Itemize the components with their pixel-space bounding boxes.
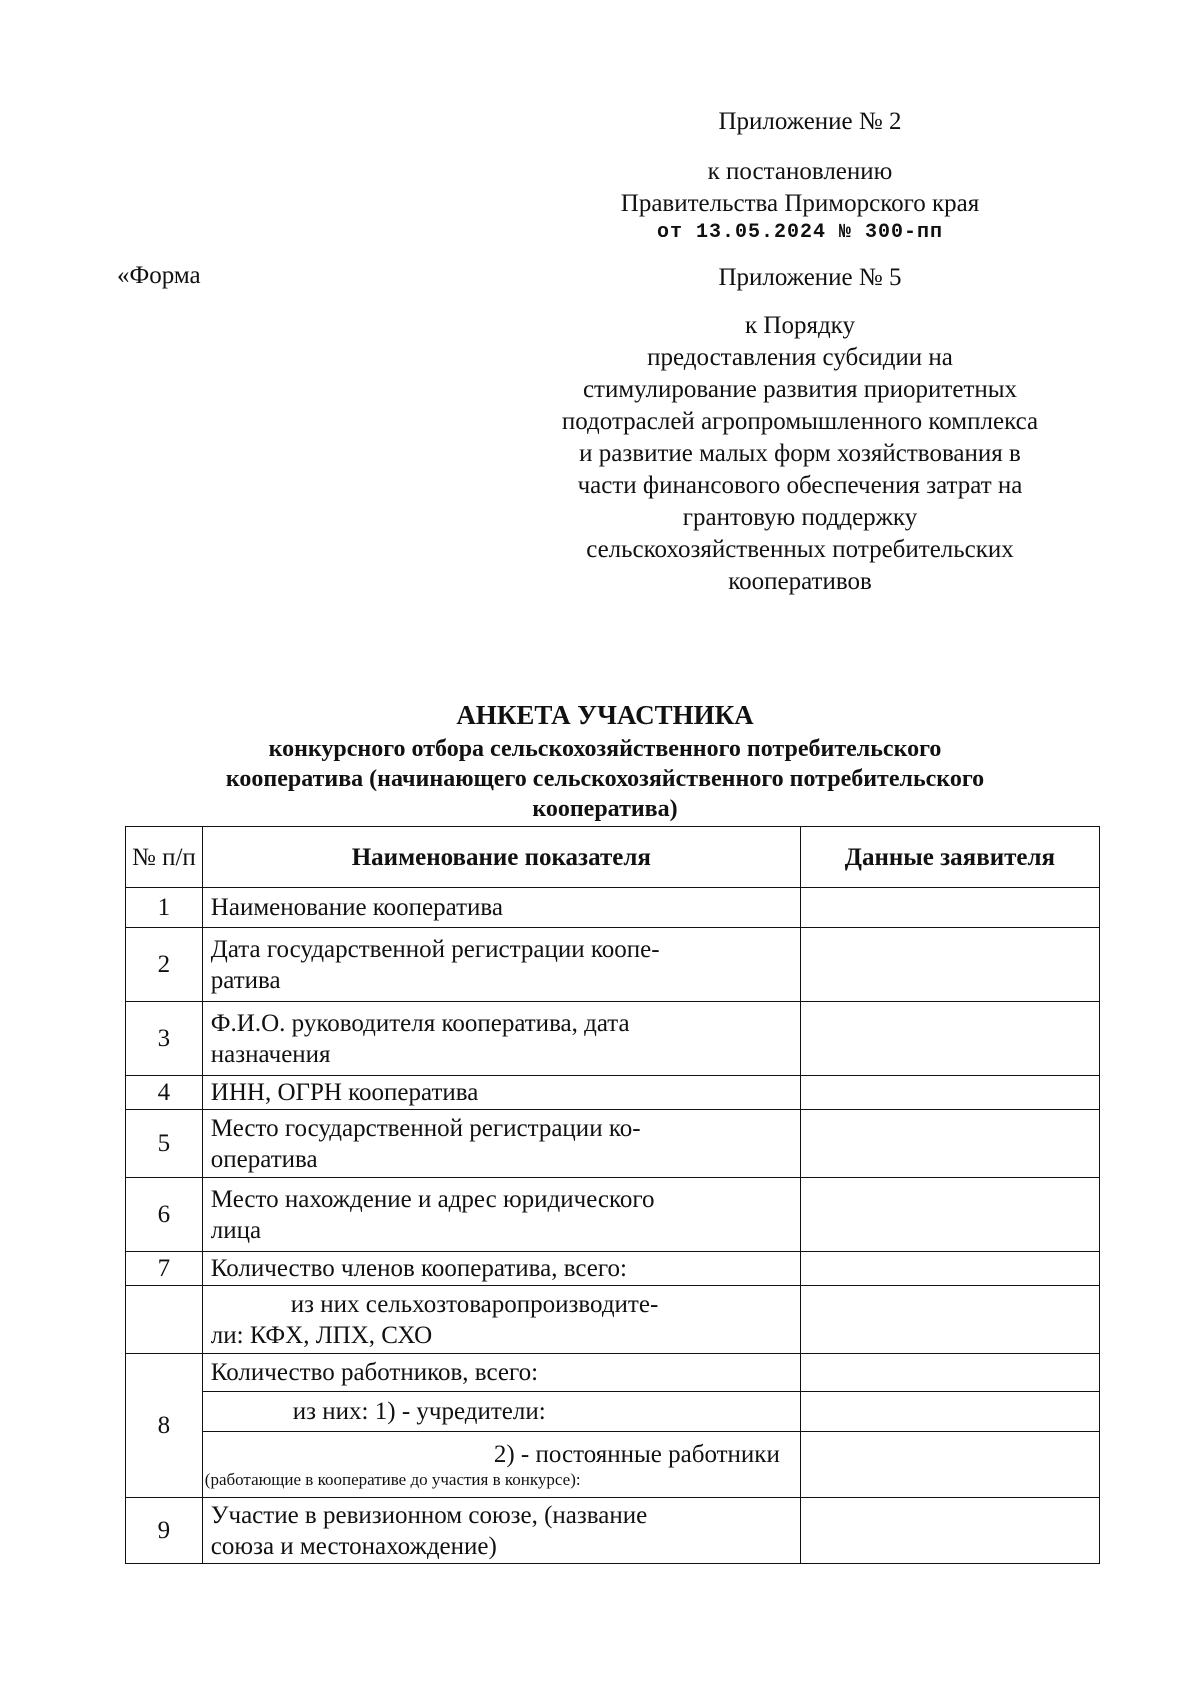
row-indicator <box>202 1354 800 1392</box>
indicator-line: ИНН, ОГРН кооператива <box>210 1079 479 1106</box>
row-indicator <box>202 1002 800 1076</box>
indicator-line: 2) - постоянные работники <box>493 1441 780 1468</box>
appendix-5-label: Приложение № 5 <box>718 264 902 291</box>
table-row <box>126 1002 1100 1076</box>
row-indicator <box>202 1286 800 1354</box>
applicant-data-cell[interactable] <box>800 1286 1099 1354</box>
indicator-line: из них сельхозтоваропроизводите- <box>290 1290 659 1318</box>
questionnaire-table <box>125 826 1100 1564</box>
applicant-data-cell[interactable] <box>800 1076 1099 1110</box>
indicator-line: назначения <box>210 1040 331 1068</box>
indicator-line: оператива <box>210 1145 318 1173</box>
subtitle-line: кооператива (начинающего сельскохозяйственного потребительского <box>225 766 985 792</box>
table-header-row <box>126 827 1100 888</box>
government-label: Правительства Приморского края <box>620 190 980 217</box>
table-row <box>126 1286 1100 1354</box>
indicator-line: лица <box>210 1216 262 1244</box>
order-line: грантовую поддержку <box>682 504 918 531</box>
order-line: подотраслей агропромышленного комплекса <box>561 408 1039 435</box>
row-indicator <box>202 1110 800 1178</box>
table-row <box>126 888 1100 928</box>
order-line: части финансового обеспечения затрат на <box>577 472 1023 499</box>
row-number: 8 <box>126 1354 203 1498</box>
column-header-number: № п/п <box>126 827 203 888</box>
indicator-line: Количество членов кооператива, всего: <box>210 1255 627 1282</box>
applicant-data-cell[interactable] <box>800 928 1099 1002</box>
header-block <box>520 106 1080 246</box>
order-line: сельскохозяйственных потребительских <box>586 536 1014 563</box>
table-row <box>126 1432 1100 1498</box>
applicant-data-cell[interactable] <box>800 1498 1099 1564</box>
row-number: 4 <box>126 1076 203 1110</box>
row-number: 2 <box>126 928 203 1002</box>
applicant-data-cell[interactable] <box>800 1178 1099 1252</box>
row-indicator <box>202 888 800 928</box>
appendix-5-block <box>520 262 1080 598</box>
order-line: к Порядку <box>745 312 855 339</box>
order-line: и развитие малых форм хозяйствования в <box>579 440 1021 467</box>
applicant-data-cell[interactable] <box>800 1354 1099 1392</box>
applicant-data-cell[interactable] <box>800 1392 1099 1432</box>
indicator-line: из них: 1) - учредители: <box>292 1398 546 1425</box>
indicator-line: Наименование кооператива <box>210 894 503 921</box>
table-row <box>126 1110 1100 1178</box>
indicator-line: Участие в ревизионном союзе, (название <box>210 1501 648 1529</box>
table-row <box>126 1392 1100 1432</box>
row-number: 1 <box>126 888 203 928</box>
table-row <box>126 1354 1100 1392</box>
order-line: кооперативов <box>728 568 872 595</box>
row-indicator <box>202 1252 800 1286</box>
row-number <box>126 1286 203 1354</box>
applicant-data-cell[interactable] <box>800 1252 1099 1286</box>
applicant-data-cell[interactable] <box>800 1110 1099 1178</box>
indicator-line: Место нахождение и адрес юридического <box>210 1185 655 1213</box>
row-number: 5 <box>126 1110 203 1178</box>
indicator-line: ратива <box>210 966 281 994</box>
row-indicator <box>202 1178 800 1252</box>
applicant-data-cell[interactable] <box>800 1002 1099 1076</box>
subtitle-line: кооператива) <box>532 796 678 822</box>
indicator-line: Дата государственной регистрации коопе- <box>210 935 660 963</box>
row-indicator <box>202 1392 800 1432</box>
indicator-note: (работающие в кооперативе до участия в конкурсе): <box>204 1470 581 1489</box>
page-title: АНКЕТА УЧАСТНИКА <box>456 700 754 730</box>
indicator-line: союза и местонахождение) <box>210 1532 497 1560</box>
applicant-data-cell[interactable] <box>800 888 1099 928</box>
row-number: 3 <box>126 1002 203 1076</box>
table-row <box>126 1178 1100 1252</box>
appendix-2-label: Приложение № 2 <box>718 108 902 135</box>
row-number: 7 <box>126 1252 203 1286</box>
column-header-applicant-data: Данные заявителя <box>800 827 1099 888</box>
row-indicator <box>202 1498 800 1564</box>
subtitle-line: конкурсного отбора сельскохозяйственного потребительского <box>268 736 942 762</box>
row-number: 9 <box>126 1498 203 1564</box>
column-header-indicator: Наименование показателя <box>202 827 800 888</box>
table-row <box>126 1498 1100 1564</box>
row-indicator <box>202 928 800 1002</box>
order-line: стимулирование развития приоритетных <box>582 376 1018 403</box>
to-resolution-label: к постановлению <box>707 158 893 185</box>
applicant-data-cell[interactable] <box>800 1432 1099 1498</box>
table-row <box>126 1076 1100 1110</box>
order-line: предоставления субсидии на <box>647 344 953 371</box>
subtitle <box>125 734 1085 824</box>
indicator-line: ли: КФХ, ЛПХ, СХО <box>210 1321 433 1349</box>
table-row <box>126 1252 1100 1286</box>
table-row <box>126 928 1100 1002</box>
form-label: «Форма <box>117 262 201 289</box>
row-number: 6 <box>126 1178 203 1252</box>
indicator-line: Место государственной регистрации ко- <box>210 1114 641 1142</box>
resolution-date-number: от 13.05.2024 № 300-пп <box>656 221 944 244</box>
row-indicator <box>202 1076 800 1110</box>
row-indicator <box>202 1432 800 1498</box>
indicator-line: Количество работников, всего: <box>210 1359 539 1386</box>
indicator-line: Ф.И.О. руководителя кооператива, дата <box>210 1009 630 1037</box>
